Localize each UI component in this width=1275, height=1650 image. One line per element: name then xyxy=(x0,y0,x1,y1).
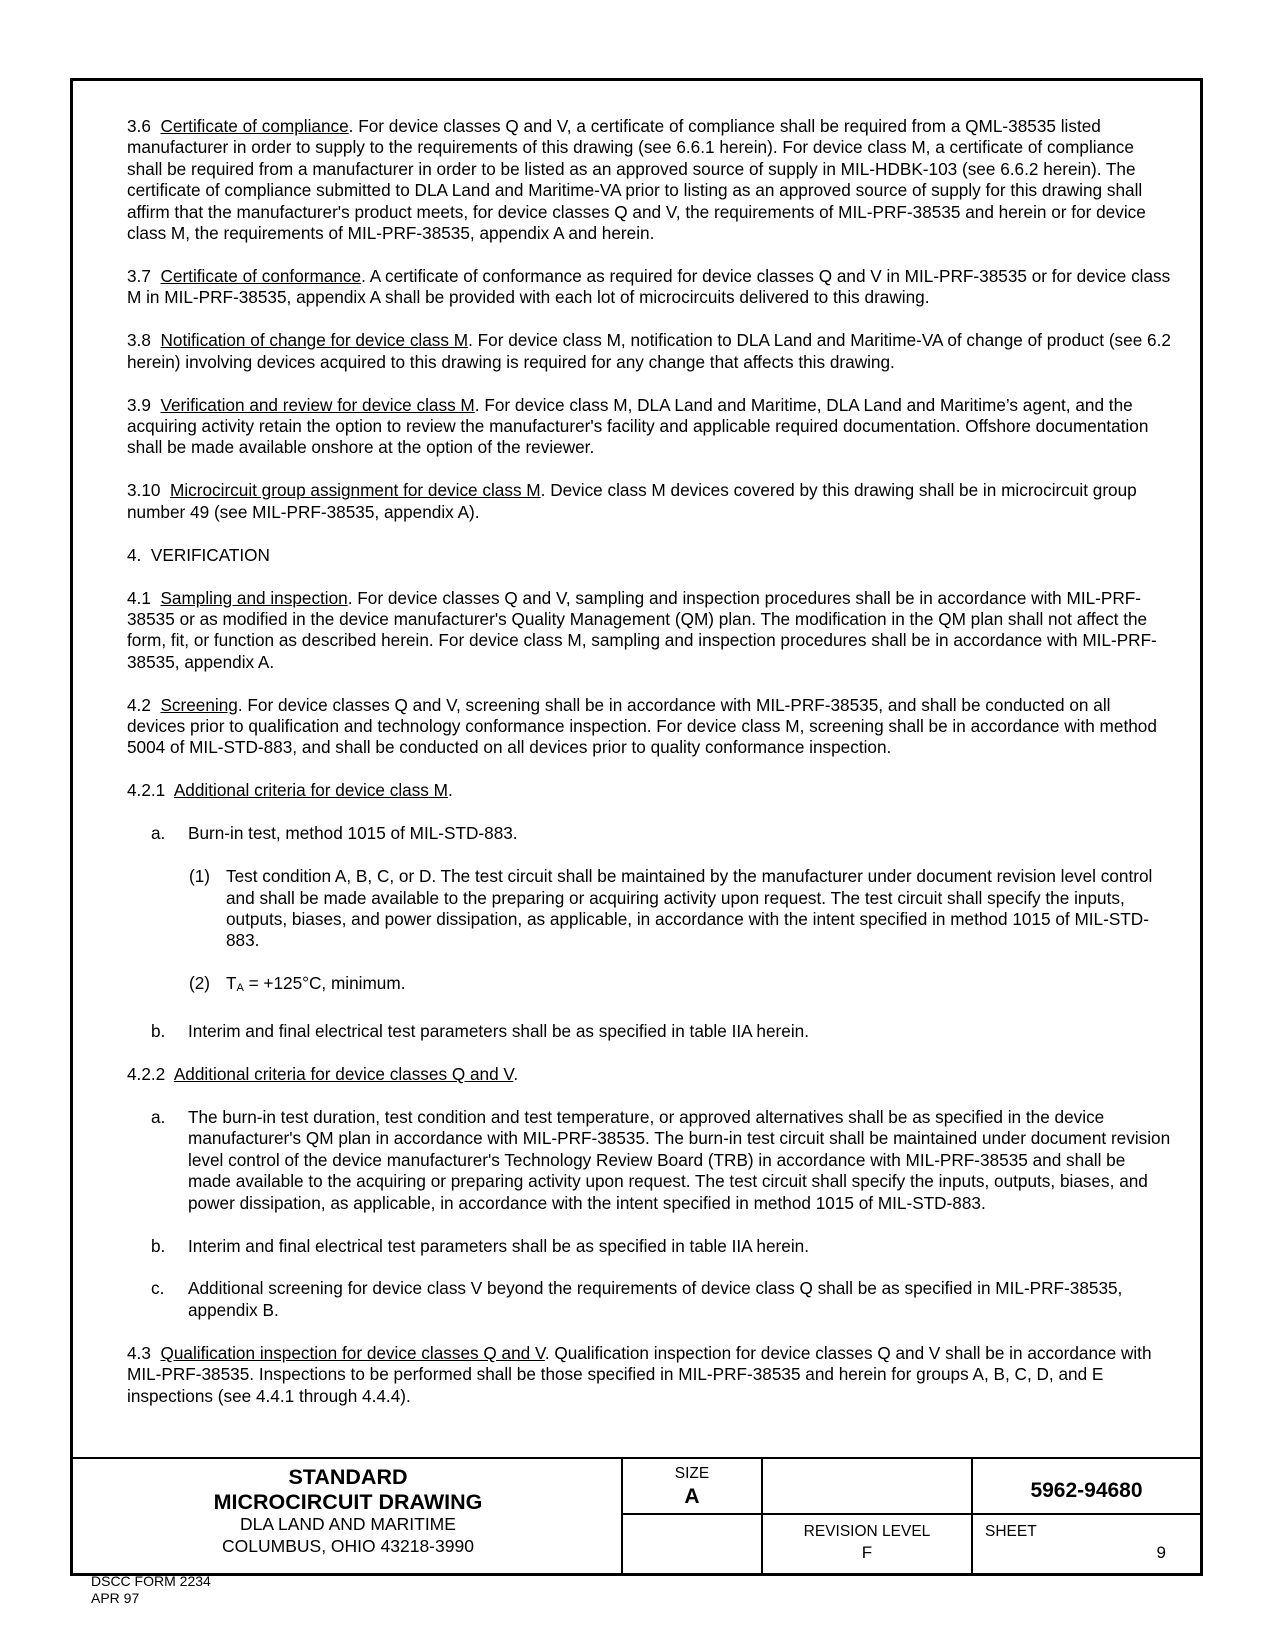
section-title: VERIFICATION xyxy=(150,544,270,565)
section-4-3 xyxy=(111,1343,1171,1407)
section-text: . A certificate of conformance as required for device classes Q and V in MIL-PRF-38535 or for device class M in MIL-PRF-38535, appendix A shall be provided with each lot of microcircuits delivered to this drawing. xyxy=(127,265,1171,308)
page-frame xyxy=(70,78,1203,1576)
item-text: Test condition A, B, C, or D. The test circuit shall be maintained by the manufacturer under document revision level control and shall be made available to the preparing or acquiring activity upon request. The test circuit shall specify the inputs, outputs, biases, and power dissipation, as applicable, in accordance with the intent specified in method 1015 of MIL-STD-883. xyxy=(226,866,1153,951)
item-label: b. xyxy=(151,1235,166,1256)
item-text: Burn-in test, method 1015 of MIL-STD-883. xyxy=(188,823,518,844)
section-number: 4.2.2 xyxy=(127,1064,166,1085)
section-number: 4.2 xyxy=(127,694,151,715)
section-number: 3.7 xyxy=(127,265,151,286)
section-title: Notification of change for device class M xyxy=(160,330,469,351)
list-item-4-2-2-c xyxy=(111,1278,1171,1321)
item-label: b. xyxy=(151,1021,166,1042)
title-block xyxy=(73,1457,1200,1573)
item-text: The burn-in test duration, test condition and test temperature, or approved alternatives shall be as specified in the device manufacturer's QM plan in accordance with MIL-PRF-38535. The burn-in test circuit shall be maintained under document revision level control of the device manufacturer's Technology Review Board (TRB) in accordance with MIL-PRF-38535 and shall be made available to the acquiring or preparing activity upon request. The test circuit shall specify the inputs, outputs, biases, and power dissipation, as applicable, in accordance with the intent specified in method 1015 of MIL-STD-883. xyxy=(188,1107,1171,1213)
divider xyxy=(621,1513,1200,1515)
section-text: . Qualification inspection for device classes Q and V shall be in accordance with MIL-PRF-38535. Inspections to be performed shall be those specified in MIL-PRF-38535 and herein for groups A, B, C, D, and E inspections (see 4.4.1 through 4.4.4). xyxy=(127,1342,1152,1406)
drawing-title xyxy=(73,1465,623,1557)
list-item-4-2-1-b xyxy=(111,1021,1171,1042)
section-end: . xyxy=(448,780,453,801)
agency-address: COLUMBUS, OHIO 43218-3990 xyxy=(222,1535,474,1556)
document-number: 5962-94680 xyxy=(1030,1479,1143,1502)
section-number: 3.10 xyxy=(127,480,161,501)
section-text: . For device classes Q and V, screening shall be in accordance with MIL-PRF-38535, and shall be conducted on all devices prior to qualification and technology conformance inspection. For device class M, screening shall be in accordance with method 5004 of MIL-STD-883, and shall be conducted on all devices prior to quality conformance inspection. xyxy=(127,694,1157,758)
section-title: Microcircuit group assignment for device class M xyxy=(170,480,541,501)
list-item-4-2-2-a xyxy=(111,1107,1171,1214)
item-label: a. xyxy=(151,1107,166,1127)
section-title: Additional criteria for device class M xyxy=(173,780,448,801)
section-title: Additional criteria for device classes Q and V xyxy=(173,1064,514,1085)
item-text xyxy=(226,973,1171,999)
size-label: SIZE xyxy=(674,1465,710,1482)
sheet-value: 9 xyxy=(1156,1543,1166,1562)
section-number: 4. xyxy=(127,544,142,565)
item-label: c. xyxy=(151,1278,165,1299)
section-3-6 xyxy=(111,116,1171,244)
section-text: . For device class M, notification to DLA Land and Maritime-VA of change of product (see 6.2 herein) involving devices acquired to this drawing is required for any change that affects this drawing. xyxy=(127,330,1171,372)
section-4-1 xyxy=(111,588,1171,674)
size-value: A xyxy=(684,1485,700,1508)
list-item-4-2-2-b xyxy=(111,1236,1171,1257)
section-title: Screening xyxy=(160,694,238,715)
section-3-7 xyxy=(111,266,1171,309)
item-label: (2) xyxy=(189,973,211,994)
list-item-4-2-1-a-1 xyxy=(111,866,1171,952)
document-body xyxy=(111,116,1171,1428)
section-3-8 xyxy=(111,330,1171,373)
revision-label: REVISION LEVEL xyxy=(803,1523,931,1540)
section-number: 3.6 xyxy=(127,116,151,136)
section-number: 3.8 xyxy=(127,330,151,351)
temp-value: = +125°C, minimum. xyxy=(243,973,406,994)
section-4-2 xyxy=(111,695,1171,759)
revision-value: F xyxy=(861,1543,873,1562)
item-label: (1) xyxy=(189,866,211,887)
title-line-drawing: MICROCIRCUIT DRAWING xyxy=(213,1489,483,1514)
form-note xyxy=(91,1573,211,1607)
section-title: Certificate of conformance xyxy=(160,265,362,286)
section-4-heading xyxy=(111,545,1171,566)
item-label: a. xyxy=(151,823,166,844)
item-text: Additional screening for device class V beyond the requirements of device class Q shall be as specified in MIL-PRF-38535, appendix B. xyxy=(188,1278,1123,1320)
section-text: . For device classes Q and V, sampling and inspection procedures shall be in accordance with MIL-PRF-38535 or as modified in the device manufacturer's Quality Management (QM) plan. The modification in the QM plan shall not affect the form, fit, or function as described herein. For device class M, sampling and inspection procedures shall be in accordance with MIL-PRF-38535, appendix A. xyxy=(127,587,1157,672)
list-item-4-2-1-a-2 xyxy=(111,973,1171,999)
section-title: Sampling and inspection xyxy=(160,587,348,608)
section-4-2-2 xyxy=(111,1064,1171,1085)
form-date: APR 97 xyxy=(91,1590,140,1606)
section-number: 4.1 xyxy=(127,587,151,608)
section-text: . For device class M, DLA Land and Maritime, DLA Land and Maritime’s agent, and the acquiring activity retain the option to review the manufacturer's facility and applicable required documentation. Offshore documentation shall be made available onshore at the option of the reviewer. xyxy=(127,394,1149,458)
list-item-4-2-1-a xyxy=(111,823,1171,844)
section-number: 3.9 xyxy=(127,394,151,415)
section-title: Verification and review for device class M xyxy=(160,394,475,415)
section-3-10 xyxy=(111,480,1171,523)
item-text: Interim and final electrical test parameters shall be as specified in table IIA herein. xyxy=(188,1235,809,1256)
section-end: . xyxy=(513,1064,519,1085)
title-line-standard: STANDARD xyxy=(288,1465,408,1489)
section-3-9 xyxy=(111,395,1171,459)
section-4-2-1 xyxy=(111,780,1171,801)
sheet-label: SHEET xyxy=(985,1523,1037,1540)
section-title: Certificate of compliance xyxy=(160,116,349,136)
temp-subscript: A xyxy=(236,982,244,995)
section-text: . For device classes Q and V, a certificate of compliance shall be required from a QML-38535 listed manufacturer in order to supply to the requirements of this drawing (see 6.6.1 herein). For device class M, a certificate of compliance shall be required from a manufacturer in order to be listed as an approved source of supply in MIL-HDBK-103 (see 6.6.2 herein). The certificate of compliance submitted to DLA Land and Maritime-VA prior to listing as an approved source of supply for this drawing shall affirm that the manufacturer's product meets, for device classes Q and V, the requirements of MIL-PRF-38535 and herein or for device class M, the requirements of MIL-PRF-38535, appendix A and herein. xyxy=(127,116,1146,244)
section-number: 4.2.1 xyxy=(127,780,166,801)
item-text: Interim and final electrical test parameters shall be as specified in table IIA herein. xyxy=(188,1021,809,1042)
section-number: 4.3 xyxy=(127,1342,151,1363)
agency-name: DLA LAND AND MARITIME xyxy=(240,1514,456,1534)
temp-symbol: T xyxy=(226,973,237,994)
form-number: DSCC FORM 2234 xyxy=(91,1573,211,1589)
section-title: Qualification inspection for device classes Q and V xyxy=(160,1342,545,1363)
section-text: . Device class M devices covered by this drawing shall be in microcircuit group number 49 (see MIL-PRF-38535, appendix A). xyxy=(127,480,1137,522)
